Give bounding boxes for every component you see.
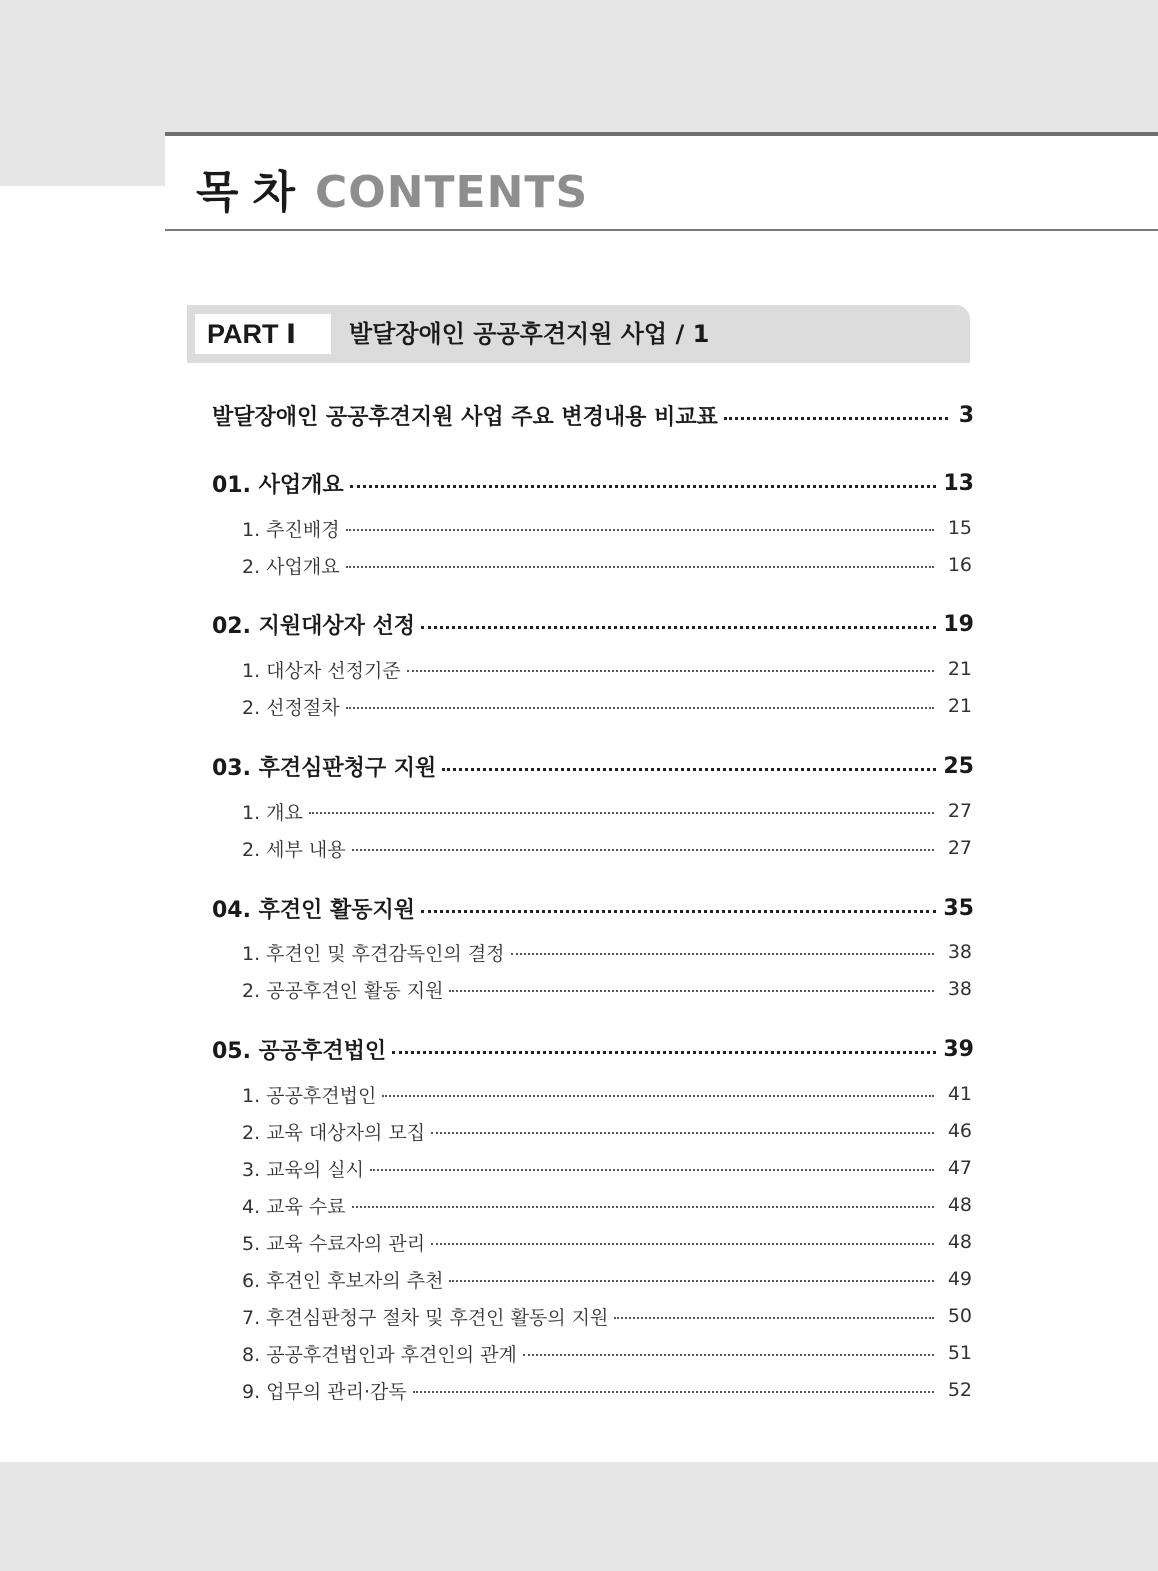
toc-section-entry[interactable] [212, 466, 974, 500]
dot-leader [392, 1051, 936, 1054]
toc-subentry[interactable] [242, 1153, 972, 1183]
header-top-rule [165, 132, 1158, 136]
toc-section-label: 04. 후견인 활동지원 [212, 897, 416, 923]
toc-subentry[interactable] [242, 1375, 972, 1405]
toc-page-number: 27 [947, 800, 972, 822]
toc-page-number: 51 [947, 1342, 972, 1364]
toc-page-number: 25 [943, 753, 974, 779]
toc-subentry-label: 3. 교육의 실시 [242, 1158, 364, 1181]
dot-leader [407, 670, 934, 672]
dot-leader [449, 990, 934, 992]
toc-subentry-label: 5. 교육 수료자의 관리 [242, 1232, 426, 1255]
toc-page-number: 21 [947, 658, 972, 680]
toc-page-number: 38 [947, 941, 972, 963]
toc-intro-entry[interactable] [212, 398, 974, 432]
toc-subentry-label: 4. 교육 수료 [242, 1195, 346, 1218]
toc-section-entry[interactable] [212, 1032, 974, 1066]
title-english: CONTENTS [315, 167, 589, 218]
dot-leader [309, 812, 934, 814]
dot-leader [352, 849, 934, 851]
title-korean: 목차 [196, 167, 310, 218]
toc-subentry[interactable] [242, 833, 972, 863]
dot-leader [449, 1280, 934, 1282]
dot-leader [346, 566, 934, 568]
dot-leader [421, 626, 936, 629]
dot-leader [724, 417, 948, 420]
toc-subentry-label: 2. 선정절차 [242, 696, 340, 719]
toc-subentry-label: 2. 사업개요 [242, 555, 340, 578]
page-bottom-background [0, 1462, 1158, 1571]
header-left-tab [0, 134, 165, 186]
dot-leader [511, 953, 934, 955]
toc-page-number: 48 [947, 1231, 972, 1253]
toc-page-number: 38 [947, 978, 972, 1000]
toc-subentry-label: 9. 업무의 관리·감독 [242, 1380, 407, 1403]
page-top-background [0, 0, 1158, 134]
dot-leader [352, 1206, 934, 1208]
toc-subentry[interactable] [242, 1079, 972, 1109]
toc-subentry-label: 8. 공공후견법인과 후견인의 관계 [242, 1343, 517, 1366]
toc-page-number: 39 [943, 1036, 974, 1062]
dot-leader [382, 1095, 934, 1097]
dot-leader [350, 485, 936, 488]
toc-subentry[interactable] [242, 654, 972, 684]
page-title [196, 156, 588, 220]
part-label: PART Ⅰ [195, 314, 331, 354]
header-bottom-rule [165, 229, 1158, 231]
toc-subentry-label: 7. 후견심판청구 절차 및 후견인 활동의 지원 [242, 1306, 609, 1329]
toc-subentry[interactable] [242, 1264, 972, 1294]
toc-subentry[interactable] [242, 1116, 972, 1146]
dot-leader [421, 910, 936, 913]
toc-page-number: 48 [947, 1194, 972, 1216]
toc-subentry[interactable] [242, 937, 972, 967]
toc-page-number: 13 [943, 470, 974, 496]
toc-entry-label: 발달장애인 공공후견지원 사업 주요 변경내용 비교표 [212, 404, 718, 430]
toc-subentry-label: 6. 후견인 후보자의 추천 [242, 1269, 444, 1292]
toc-subentry[interactable] [242, 691, 972, 721]
toc-page-number: 46 [947, 1120, 972, 1142]
toc-page-number: 50 [947, 1305, 972, 1327]
dot-leader [346, 529, 934, 531]
dot-leader [523, 1354, 934, 1356]
toc-subentry-label: 1. 공공후견법인 [242, 1084, 377, 1107]
toc-page-number: 27 [947, 837, 972, 859]
toc-section-label: 05. 공공후견법인 [212, 1038, 387, 1064]
toc-subentry[interactable] [242, 1190, 972, 1220]
toc-section-label: 02. 지원대상자 선정 [212, 613, 416, 639]
dot-leader [431, 1243, 934, 1245]
toc-page-number: 3 [958, 402, 974, 428]
toc-subentry-label: 1. 개요 [242, 801, 303, 824]
toc-page-number: 21 [947, 695, 972, 717]
toc-subentry[interactable] [242, 1338, 972, 1368]
toc-subentry-label: 1. 대상자 선정기준 [242, 659, 401, 682]
toc-subentry[interactable] [242, 1227, 972, 1257]
toc-subentry-label: 1. 후견인 및 후견감독인의 결정 [242, 942, 505, 965]
toc-page-number: 19 [943, 611, 974, 637]
dot-leader [614, 1317, 934, 1319]
toc-page-number: 16 [947, 554, 972, 576]
toc-section-label: 01. 사업개요 [212, 472, 344, 498]
dot-leader [370, 1169, 934, 1171]
toc-page-number: 49 [947, 1268, 972, 1290]
toc-page-number: 15 [947, 517, 972, 539]
toc-subentry[interactable] [242, 513, 972, 543]
toc-section-label: 03. 후견심판청구 지원 [212, 755, 437, 781]
toc-subentry-label: 1. 추진배경 [242, 518, 340, 541]
toc-section-entry[interactable] [212, 607, 974, 641]
toc-subentry[interactable] [242, 974, 972, 1004]
part-banner [187, 305, 970, 363]
toc-subentry-label: 2. 교육 대상자의 모집 [242, 1121, 426, 1144]
toc-subentry[interactable] [242, 796, 972, 826]
toc-page-number: 47 [947, 1157, 972, 1179]
toc-section-entry[interactable] [212, 749, 974, 783]
part-title: 발달장애인 공공후견지원 사업 / 1 [349, 320, 710, 348]
toc-page-number: 35 [943, 895, 974, 921]
toc-page-number: 41 [947, 1083, 972, 1105]
dot-leader [431, 1132, 934, 1134]
toc-page-number: 52 [947, 1379, 972, 1401]
toc-subentry-label: 2. 공공후견인 활동 지원 [242, 979, 444, 1002]
toc-subentry-label: 2. 세부 내용 [242, 838, 346, 861]
dot-leader [413, 1391, 934, 1393]
toc-subentry[interactable] [242, 550, 972, 580]
toc-subentry[interactable] [242, 1301, 972, 1331]
toc-section-entry[interactable] [212, 891, 974, 925]
dot-leader [442, 768, 936, 771]
dot-leader [346, 707, 934, 709]
